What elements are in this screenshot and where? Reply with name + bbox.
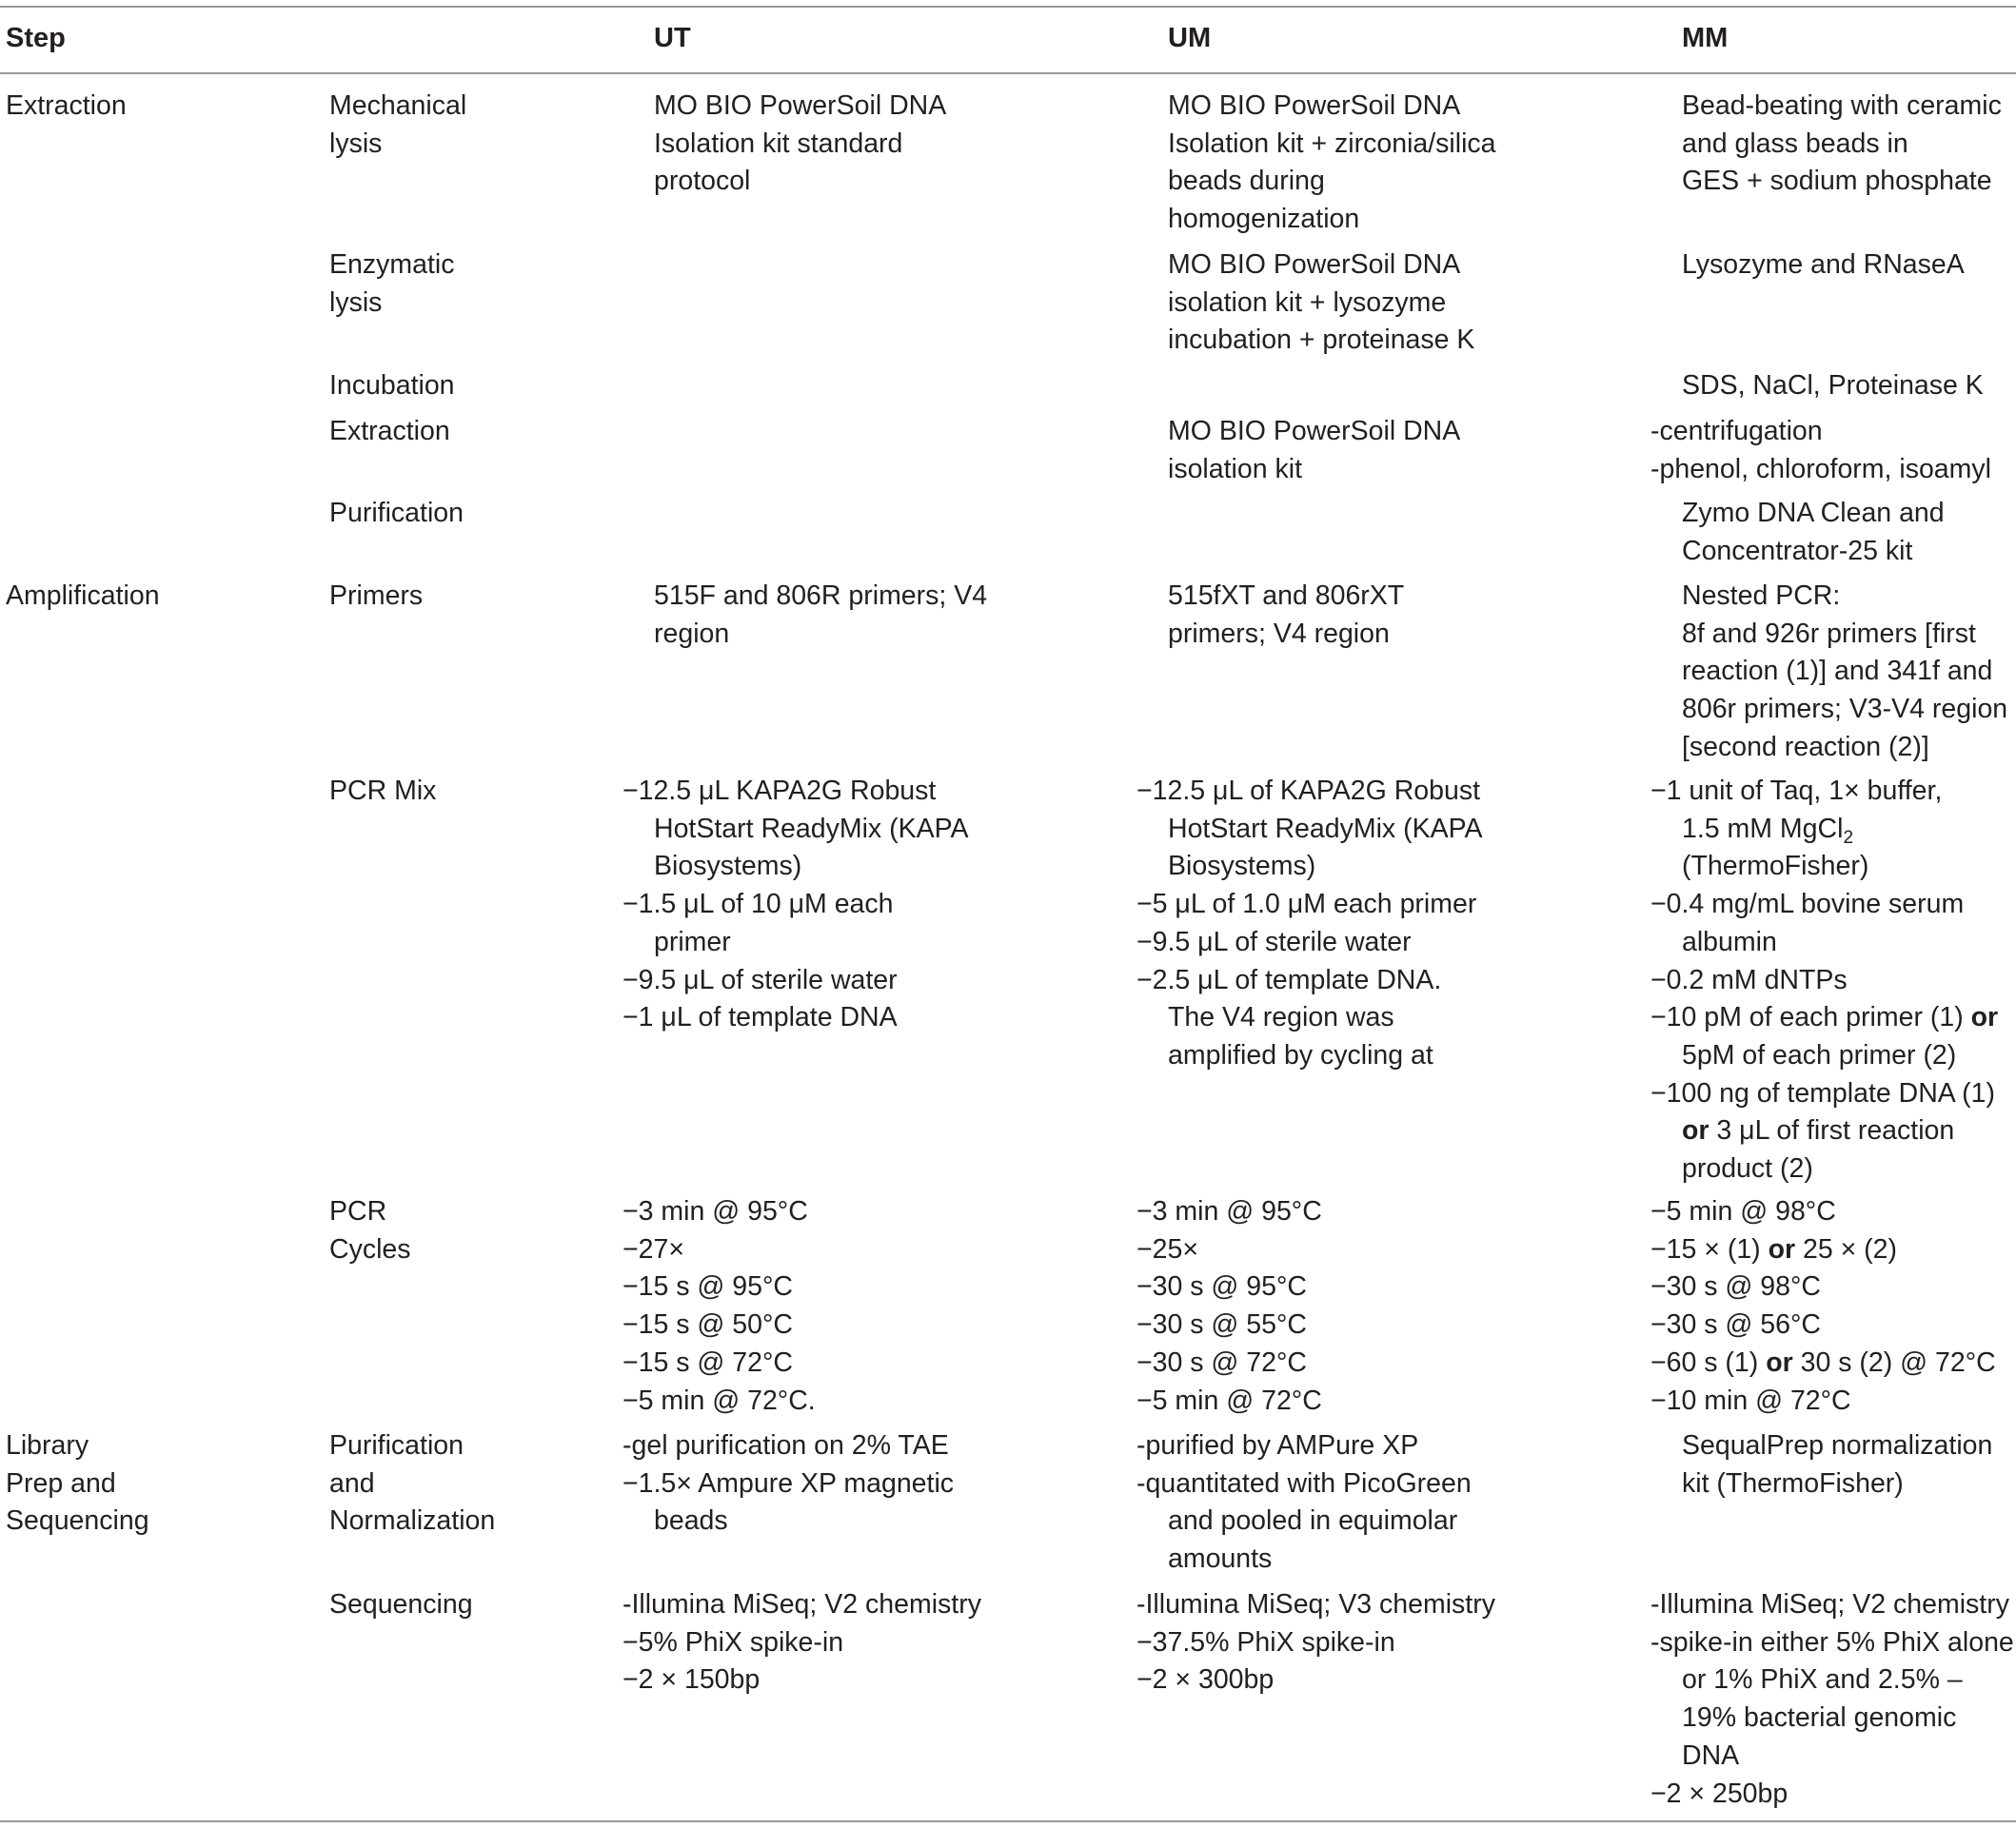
step-cell-library-prep: Library Prep and Sequencing	[6, 1430, 149, 1537]
table-top-rule	[0, 6, 2016, 8]
mm-enzymatic-lysis: Lysozyme and RNaseA	[1682, 249, 1965, 280]
substep-enzymatic-lysis: Enzymatic lysis	[329, 249, 455, 318]
mm-incubation: SDS, NaCl, Proteinase K	[1682, 370, 1984, 401]
ut-primers: 515F and 806R primers; V4 region	[654, 580, 988, 649]
step-cell-extraction: Extraction	[6, 90, 127, 121]
step-cell-amplification: Amplification	[6, 580, 160, 611]
mm-purification: Zymo DNA Clean and Concentrator-25 kit	[1682, 498, 1945, 566]
substep-purification: Purification	[329, 498, 464, 528]
mm-mechanical-lysis: Bead-beating with ceramic and glass beads in GES + sodium phosphate	[1682, 90, 2002, 197]
substep-sequencing: Sequencing	[329, 1589, 473, 1620]
um-mechanical-lysis: MO BIO PowerSoil DNA Isolation kit + zirconia/silica beads during homogenization	[1168, 90, 1496, 235]
um-primers: 515fXT and 806rXT primers; V4 region	[1168, 580, 1405, 649]
substep-primers: Primers	[329, 580, 424, 611]
mm-primers: Nested PCR: 8f and 926r primers [first reaction (1)] and 341f and 806r primers; V3-V4 region [second reaction (2)]	[1682, 580, 2008, 762]
um-purification-normalization: -purified by AMPure XP -quantitated with PicoGreen and pooled in equimolar amounts	[1136, 1430, 1472, 1575]
substep-extraction: Extraction	[329, 416, 450, 446]
mm-purification-normalization: SequalPrep normalization kit (ThermoFisher)	[1682, 1430, 1993, 1499]
column-header-um: UM	[1168, 23, 1212, 53]
substep-pcr-mix: PCR Mix	[329, 776, 437, 806]
um-pcr-mix: −12.5 μL of KAPA2G Robust HotStart ReadyMix (KAPA Biosystems) −5 μL of 1.0 μM each primer −9.5 μL of sterile water −2.5 μL of template DNA. The V4 region was amplified by cycling at	[1136, 776, 1483, 1071]
header-bottom-rule	[0, 72, 2016, 74]
column-header-mm: MM	[1682, 23, 1729, 53]
um-extraction: MO BIO PowerSoil DNA isolation kit	[1168, 416, 1461, 484]
substep-incubation: Incubation	[329, 370, 455, 401]
mm-extraction: -centrifugation -phenol, chloroform, isoamyl	[1650, 416, 1991, 484]
um-enzymatic-lysis: MO BIO PowerSoil DNA isolation kit + lysozyme incubation + proteinase K	[1168, 249, 1475, 356]
mm-sequencing: -Illumina MiSeq; V2 chemistry -spike-in either 5% PhiX alone or 1% PhiX and 2.5% – 19% bacterial genomic DNA −2 × 250bp	[1650, 1589, 2014, 1809]
substep-purification-normalization: Purification and Normalization	[329, 1430, 496, 1537]
table-bottom-rule	[0, 1820, 2016, 1822]
substep-mechanical-lysis: Mechanical lysis	[329, 90, 467, 159]
ut-mechanical-lysis: MO BIO PowerSoil DNA Isolation kit standard protocol	[654, 90, 947, 197]
column-header-step: Step	[6, 23, 66, 53]
um-sequencing: -Illumina MiSeq; V3 chemistry −37.5% PhiX spike-in −2 × 300bp	[1136, 1589, 1495, 1696]
column-header-ut: UT	[654, 23, 691, 53]
mm-pcr-mix: −1 unit of Taq, 1× buffer, 1.5 mM MgCl$_2$ (ThermoFisher) −0.4 mg/mL bovine serum albumin −0.2 mM dNTPs −10 pM of each primer (1) or 5pM of each primer (2) −100 ng of template DNA (1) or 3 μL of first reaction product (2)	[1650, 776, 1999, 1185]
ut-pcr-mix: −12.5 μL KAPA2G Robust HotStart ReadyMix (KAPA Biosystems) −1.5 μL of 10 μM each primer −9.5 μL of sterile water −1 μL of template DNA	[623, 776, 969, 1033]
ut-sequencing: -Illumina MiSeq; V2 chemistry −5% PhiX spike-in −2 × 150bp	[623, 1589, 981, 1696]
ut-purification-normalization: -gel purification on 2% TAE −1.5× Ampure XP magnetic beads	[623, 1430, 955, 1537]
mm-pcr-cycles: −5 min @ 98°C −15 × (1) or 25 × (2) −30 s @ 98°C −30 s @ 56°C −60 s (1) or 30 s (2) @ 72°C −10 min @ 72°C	[1650, 1196, 1996, 1416]
substep-pcr-cycles: PCR Cycles	[329, 1196, 411, 1265]
um-pcr-cycles: −3 min @ 95°C −25× −30 s @ 95°C −30 s @ 55°C −30 s @ 72°C −5 min @ 72°C	[1136, 1196, 1322, 1416]
ut-pcr-cycles: −3 min @ 95°C −27× −15 s @ 95°C −15 s @ 50°C −15 s @ 72°C −5 min @ 72°C.	[623, 1196, 816, 1416]
